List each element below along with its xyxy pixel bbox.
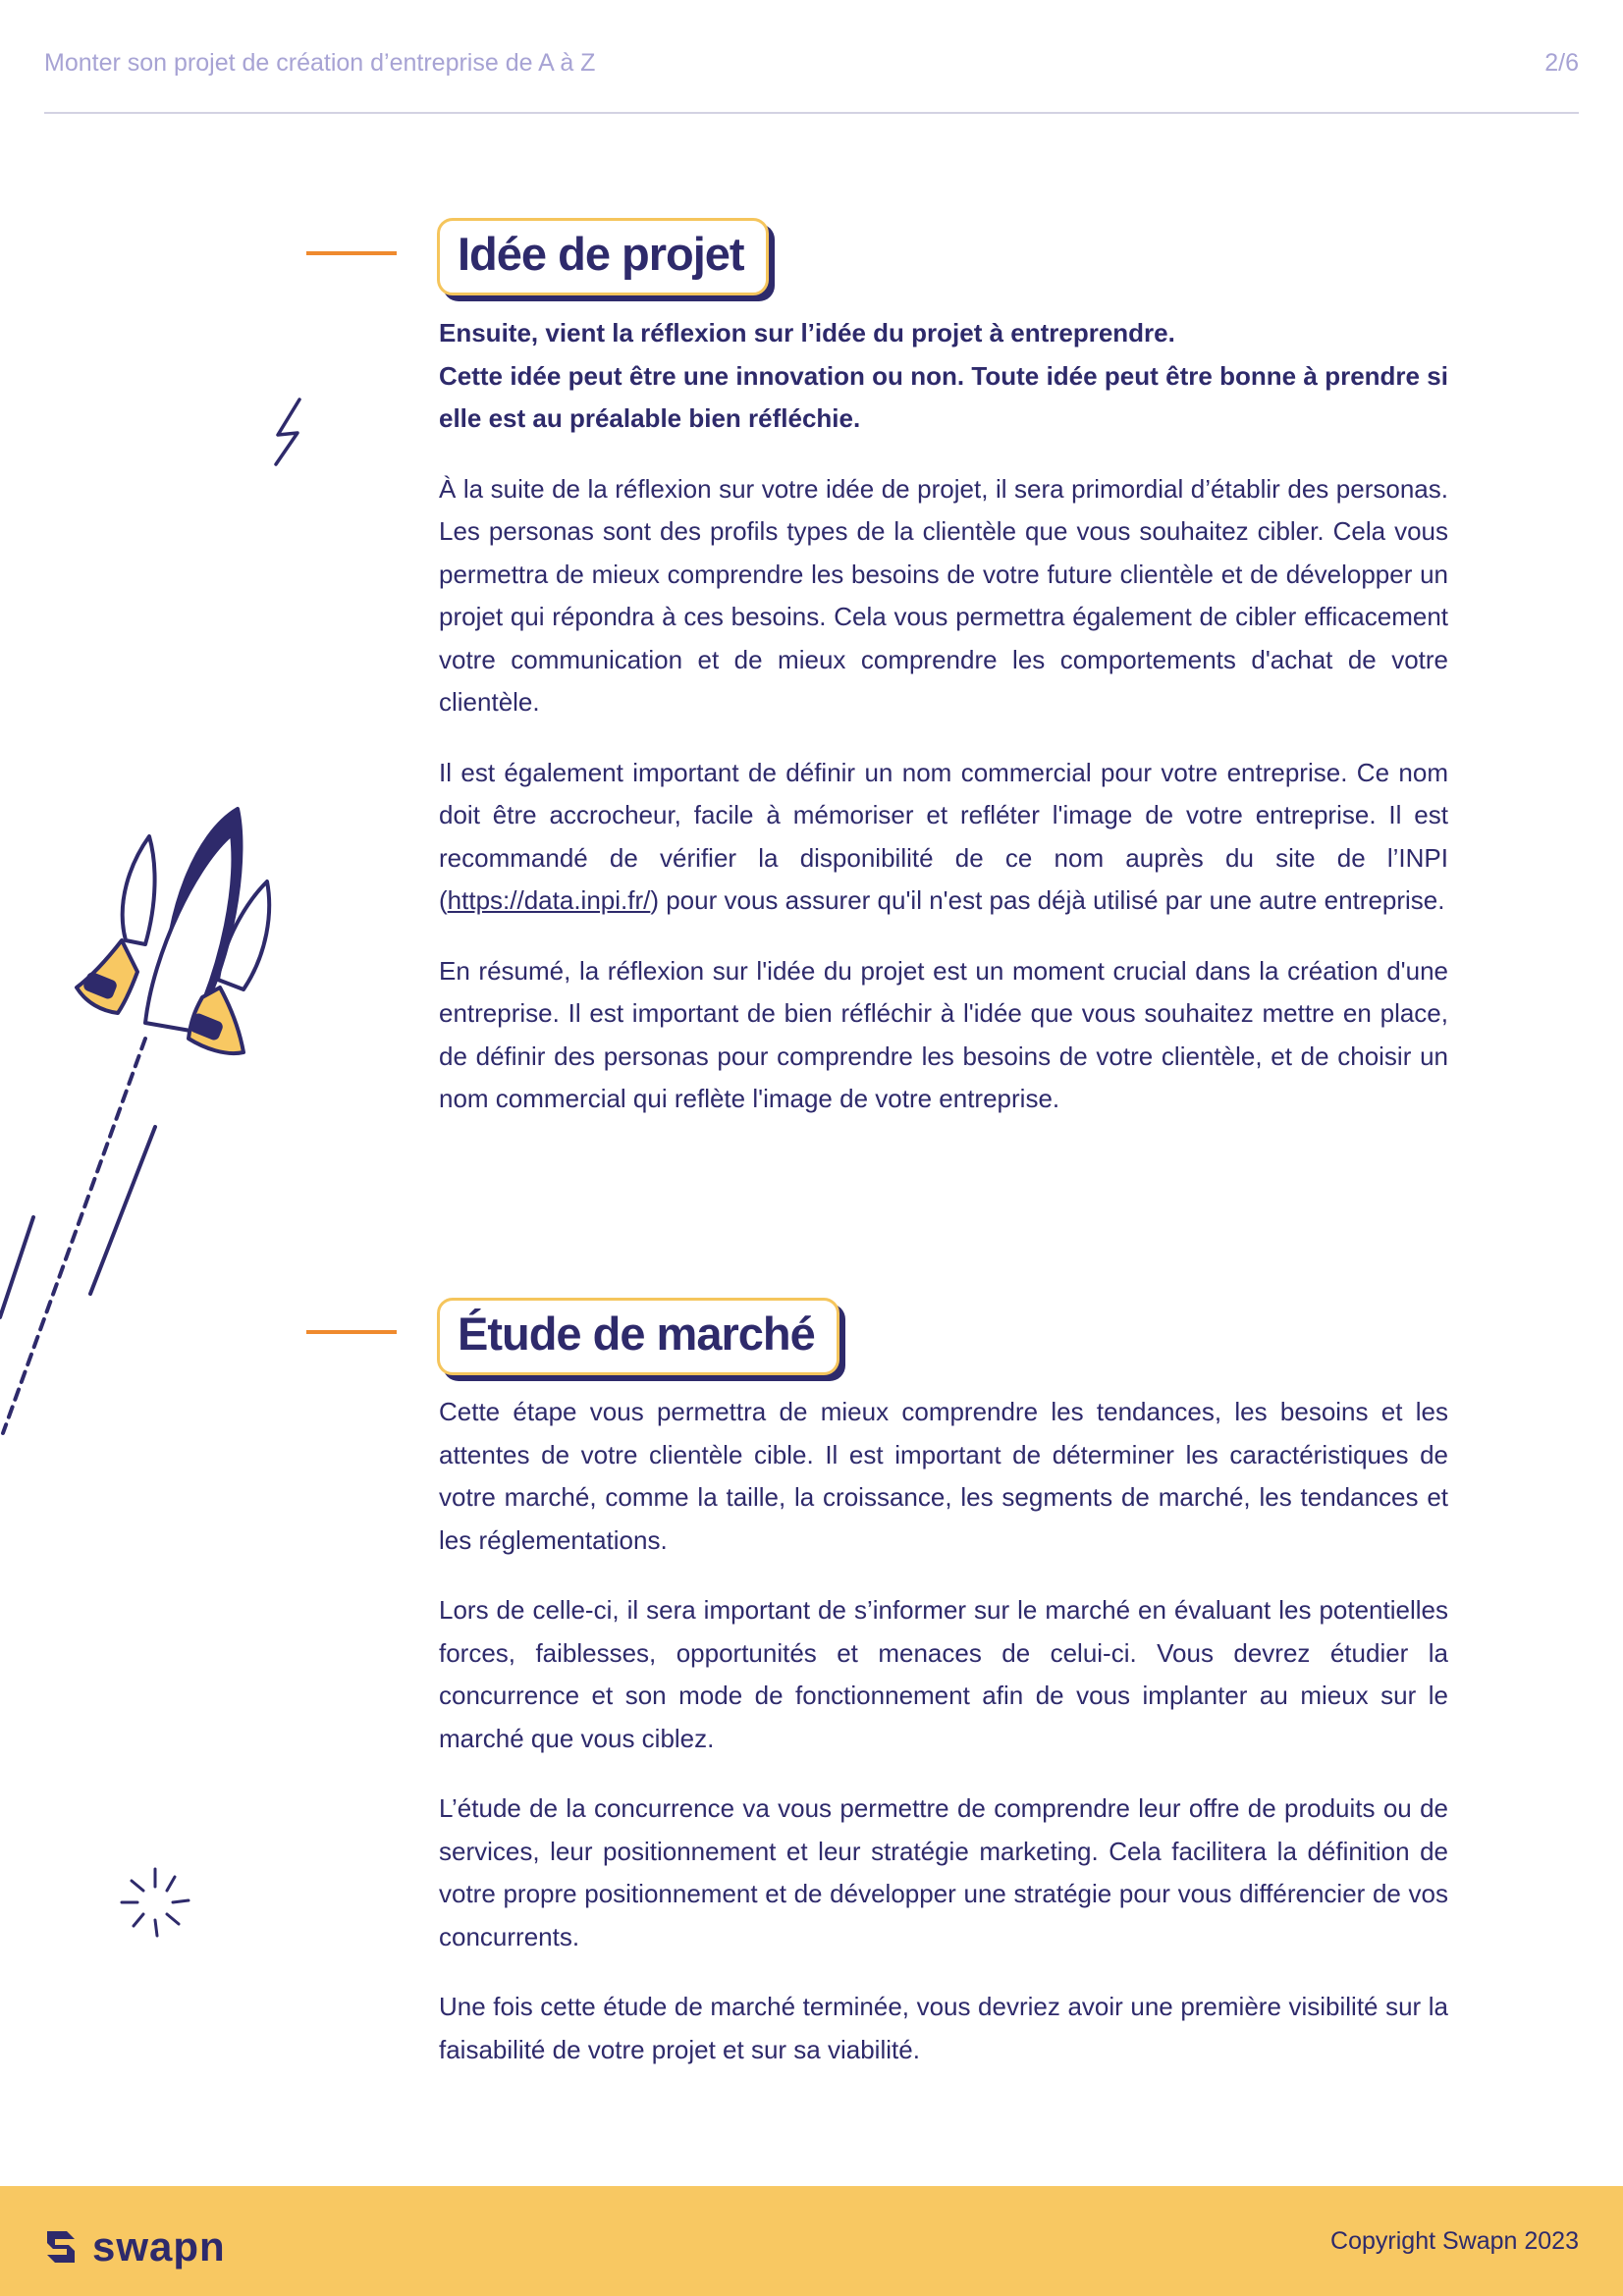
brand-logo <box>41 2223 226 2270</box>
paragraph-text: Il est également important de définir un nom commercial pour votre entreprise. Ce nom doit être accrocheur, facile à mémoriser et refléter l'image de votre entreprise. Il est recommandé de vérifier la disponibilité de ce nom auprès du site de l’INPI ( <box>439 757 1448 915</box>
paragraph: En résumé, la réflexion sur l'idée du projet est un moment crucial dans la création d'une entreprise. Il est important de bien réfléchir à l'idée que vous souhaitez mettre en place, de définir des personas pour comprendre les besoins de votre clientèle, et de choisir un nom commercial qui reflète l'image de votre entreprise. <box>439 955 1448 1113</box>
paragraph <box>439 752 1448 923</box>
paragraph: Lors de celle-ci, il sera important de s’informer sur le marché en évaluant les potentielles forces, faiblesses, opportunités et menaces de celui-ci. Vous devrez étudier la concurrence et son mode de fonctionnement afin de vous implanter au mieux sur le marché que vous ciblez. <box>439 1595 1448 1753</box>
inpi-link[interactable]: https://data.inpi.fr/ <box>447 885 651 915</box>
intro-line: Ensuite, vient la réflexion sur l’idée du projet à entreprendre. <box>439 318 1175 347</box>
rocket-icon <box>0 795 295 1443</box>
document-title: Monter son projet de création d’entreprise de A à Z <box>44 49 596 77</box>
intro-line: Cette idée peut être une innovation ou non. Toute idée peut être bonne à prendre si elle est au préalable bien réfléchie. <box>439 360 1448 433</box>
page-footer <box>0 2186 1623 2296</box>
section-heading <box>437 1298 839 1375</box>
page-header <box>44 49 1579 114</box>
section-title: Étude de marché <box>437 1298 839 1375</box>
paragraph: À la suite de la réflexion sur votre idée de projet, il sera primordial d’établir des personas. Les personas sont des profils types de la clientèle que vous souhaitez cibler. Cela vous permettra de mieux comprendre les besoins de votre future clientèle et de développer un projet qui répondra à ces besoins. Cela vous permettra également de cibler efficacement votre communication et de mieux comprendre les comportements d'achat de votre clientèle. <box>439 473 1448 717</box>
copyright-text: Copyright Swapn 2023 <box>1330 2227 1579 2255</box>
section-accent-line <box>306 1330 397 1334</box>
section-body <box>439 312 1448 1148</box>
brand-name: swapn <box>92 2223 226 2269</box>
swapn-logo-icon <box>41 2225 81 2269</box>
paragraph: L’étude de la concurrence va vous permettre de comprendre leur offre de produits ou de services, leur positionnement et leur stratégie marketing. Cela facilitera la définition de votre propre positionnement et de développer une stratégie pour vous différencier de vos concurrents. <box>439 1793 1448 1951</box>
intro-paragraph <box>439 312 1448 441</box>
page-number: 2/6 <box>1544 49 1579 77</box>
lightning-icon <box>270 396 309 469</box>
section-title: Idée de projet <box>437 218 769 295</box>
paragraph: Cette étape vous permettra de mieux comprendre les tendances, les besoins et les attentes de votre clientèle cible. Il est important de déterminer les caractéristiques de votre marché, comme la taille, la croissance, les segments de marché, les tendances et les réglementations. <box>439 1397 1448 1555</box>
paragraph: Une fois cette étude de marché terminée, vous devriez avoir une première visibilité sur la faisabilité de votre projet et sur sa viabilité. <box>439 1992 1448 2064</box>
section-body <box>439 1391 1448 2099</box>
paragraph-text: ) pour vous assurer qu'il n'est pas déjà utilisé par une autre entreprise. <box>650 885 1445 915</box>
section-heading <box>437 218 769 295</box>
sparkle-icon <box>116 1863 194 1942</box>
section-accent-line <box>306 251 397 255</box>
